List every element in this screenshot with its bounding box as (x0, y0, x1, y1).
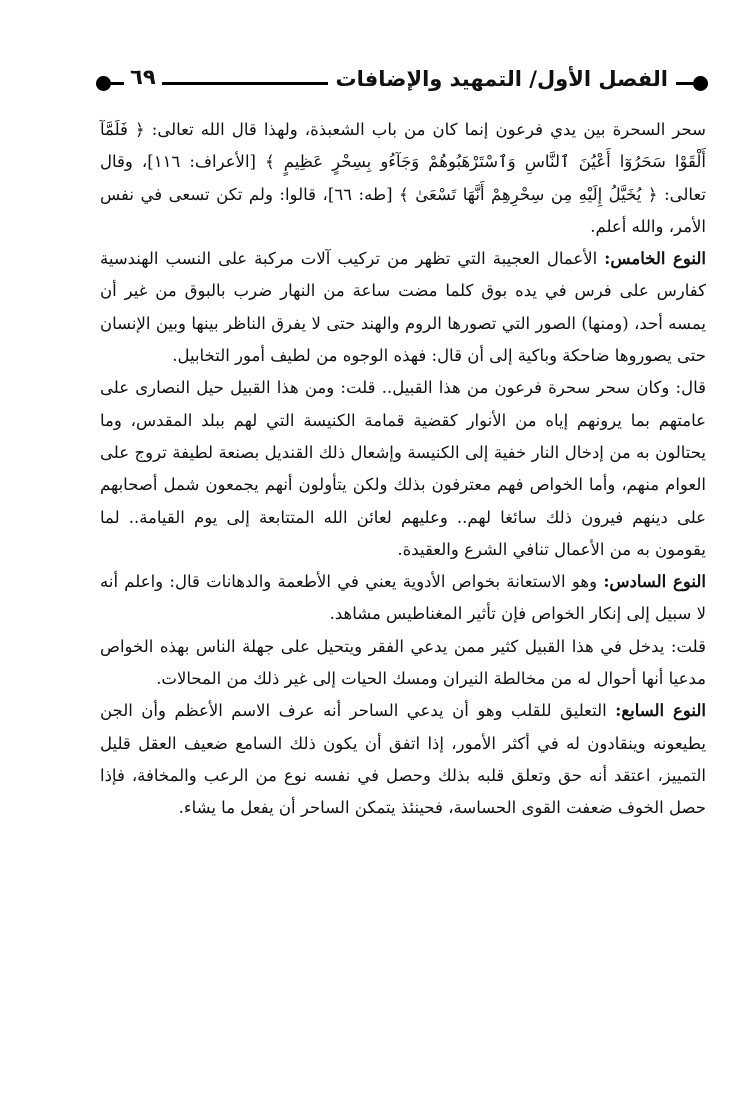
paragraph-6 (100, 695, 706, 824)
paragraph-1 (100, 114, 706, 243)
paragraph-5 (100, 631, 706, 696)
section-term: النوع السابع: (615, 701, 707, 721)
paragraph-text: وهو الاستعانة بخواص الأدوية يعني في الأطعمة والدهانات قال: واعلم أنه لا سبيل إلى إنكار الخواص فإن تأثير المغناطيس مشاهد. (100, 572, 706, 624)
paragraph-text: التعليق للقلب وهو أن يدعي الساحر أنه عرف الاسم الأعظم وأن الجن يطيعونه وينقادون له في أكثر الأمور، إذا اتفق أن يكون ذلك السامع ضعيف العقل قليل التمييز، اعتقد أنه حق وتعلق قلبه بذلك وحصل في نفسه نوع من الرعب والمخافة، فإذا حصل الخوف ضعفت القوى الحساسة، فحينئذ يتمكن الساحر أن يفعل ما يشاء. (100, 701, 706, 818)
body-text (100, 114, 706, 825)
section-term: النوع الخامس: (604, 249, 706, 269)
header-dot-left (96, 76, 111, 91)
header-dot-right (693, 76, 708, 91)
paragraph-2 (100, 243, 706, 372)
paragraph-text: قلت: يدخل في هذا القبيل كثير ممن يدعي الفقر ويتحيل على جهلة الناس بهذه الخواص مدعيا أنها أحوال له من مخالطة النيران ومسك الحيات إلى غير ذلك من المحالات. (100, 636, 706, 689)
chapter-title: الفصل الأول/ التمهيد والإضافات (328, 62, 676, 96)
section-term: النوع السادس: (603, 572, 706, 592)
page-number: ٦٩ (124, 60, 162, 94)
running-header (96, 60, 708, 100)
paragraph-text: الأعمال العجيبة التي تظهر من تركيب آلات مركبة على النسب الهندسية كفارس على فرس في يده بوق كلما مضت ساعة من النهار ضرب بالبوق من غير أن يمسه أحد، (ومنها) الصور التي تصورها الروم والهند حتى لا يفرق الناظر بينها وبين الإنسان حتى يصوروها ضاحكة وباكية إلى أن قال: فهذه الوجوه من لطيف أمور التخابيل. (100, 249, 706, 366)
paragraph-3 (100, 372, 706, 566)
paragraph-text: قال: وكان سحر سحرة فرعون من هذا القبيل.. قلت: ومن هذا القبيل حيل النصارى على عامتهم بما يرونهم إياه من الأنوار كقضية قمامة الكنيسة التي لهم ببلد المقدس، وما يحتالون به من إدخال النار خفية إلى الكنيسة وإشعال ذلك القنديل بصنعة لطيفة تروج على العوام منهم، وأما الخواص فهم معترفون بذلك ولكن يتأولون أنهم يجمعون شمل أصحابهم على دينهم فيرون ذلك سائغا لهم.. وعليهم لعائن الله المتتابعة إلى يوم القيامة.. لما يقومون به من الأعمال تنافي الشرع والعقيدة. (100, 378, 706, 559)
paragraph-text: سحر السحرة بين يدي فرعون إنما كان من باب الشعبذة، ولهذا قال الله تعالى: ﴿ فَلَمَّآ أَلْقَوْا سَحَرُوٓا أَعْيُنَ ٱلنَّاسِ وَٱسْتَرْهَبُوهُمْ وَجَآءُو بِسِحْرٍ عَظِيمٍ ﴾ [الأعراف: ١١٦]، وقال تعالى: ﴿ يُخَيَّلُ إِلَيْهِ مِن سِحْرِهِمْ أَنَّهَا تَسْعَىٰ ﴾ [طه: ٦٦]، قالوا: ولم تكن تسعى في نفس الأمر، والله أعلم. (100, 120, 707, 236)
paragraph-4 (100, 566, 706, 631)
